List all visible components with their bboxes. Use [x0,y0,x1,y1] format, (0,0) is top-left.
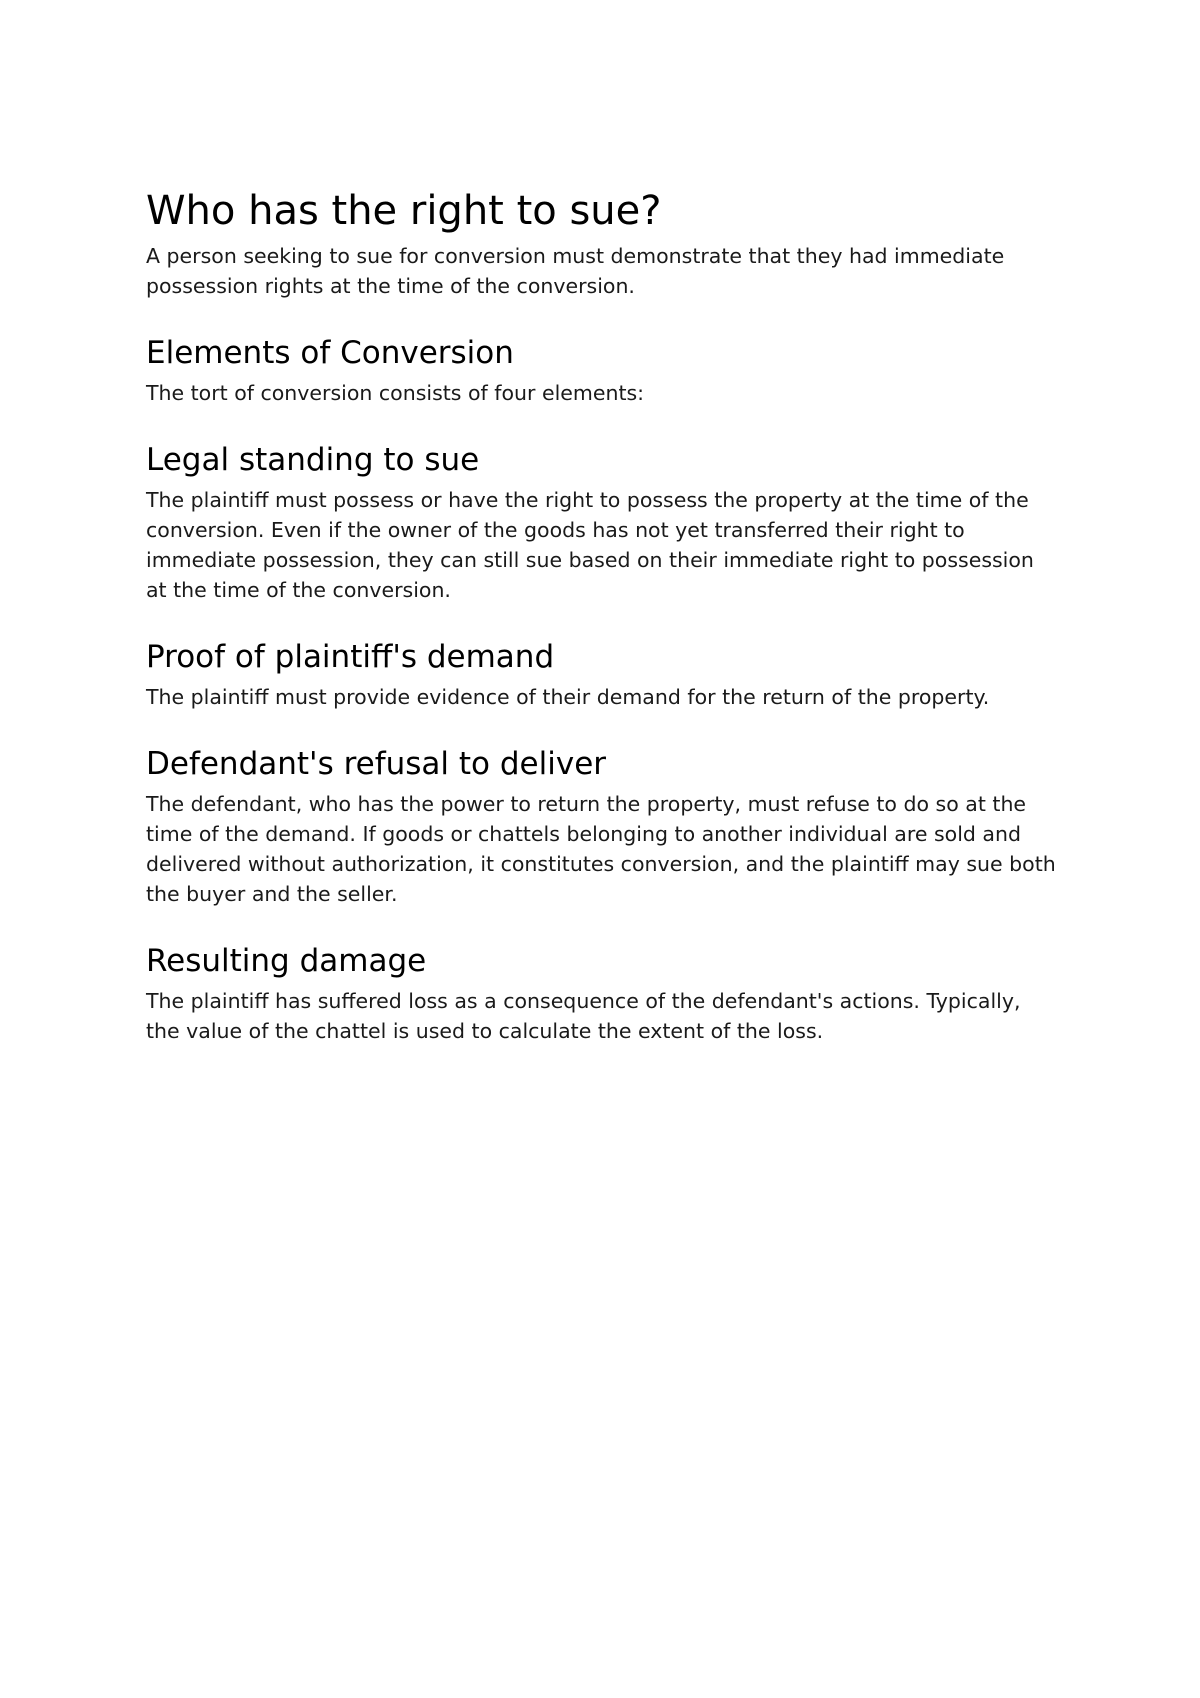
section-heading-refusal: Defendant's refusal to deliver [146,746,607,782]
section-heading-elements: Elements of Conversion [146,335,514,371]
section-body-refusal: The defendant, who has the power to return the property, must refuse to do so at the time of the demand. If goods or chattels belonging to another individual are sold and delivered without authorization, it constitutes conversion, and the plaintiff may sue both the buyer and the seller. [146,792,1056,906]
section-body-proof-of-demand: The plaintiff must provide evidence of their demand for the return of the property. [146,685,990,709]
section-heading-proof-of-demand: Proof of plaintiff's demand [146,639,555,675]
intro-paragraph: A person seeking to sue for conversion must demonstrate that they had immediate possession rights at the time of the conversion. [146,244,1005,298]
section-heading-legal-standing: Legal standing to sue [146,442,480,478]
section-heading-damage: Resulting damage [146,943,427,979]
section-body-damage: The plaintiff has suffered loss as a consequence of the defendant's actions. Typically, the value of the chattel is used to calculate the extent of the loss. [146,989,1021,1043]
section-body-legal-standing: The plaintiff must possess or have the right to possess the property at the time of the conversion. Even if the owner of the goods has not yet transferred their right to immediate possession, they can still sue based on their immediate right to possession at the time of the conversion. [146,488,1034,602]
page-title: Who has the right to sue? [146,188,662,234]
section-body-elements: The tort of conversion consists of four elements: [146,381,645,405]
